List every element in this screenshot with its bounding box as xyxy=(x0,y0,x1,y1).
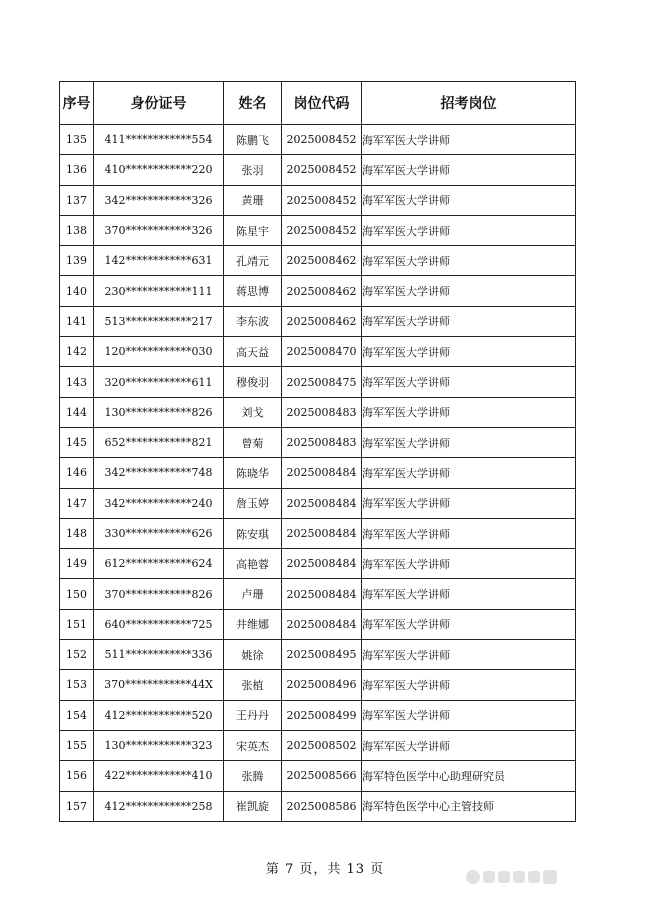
cell-id-number: 130************323 xyxy=(94,730,224,760)
table-row xyxy=(60,488,576,518)
cell-name: 崔凯旋 xyxy=(224,791,282,821)
cell-id-number: 370************326 xyxy=(94,215,224,245)
cell-position: 海军军医大学讲师 xyxy=(362,458,576,488)
cell-name: 陈安琪 xyxy=(224,518,282,548)
cell-name: 姚徐 xyxy=(224,640,282,670)
cell-id-number: 411************554 xyxy=(94,125,224,155)
cell-position: 海军军医大学讲师 xyxy=(362,579,576,609)
cell-serial: 147 xyxy=(60,488,94,518)
cell-position-code: 2025008462 xyxy=(282,276,362,306)
cell-serial: 137 xyxy=(60,185,94,215)
cell-id-number: 652************821 xyxy=(94,427,224,457)
cell-name: 宋英杰 xyxy=(224,730,282,760)
cell-serial: 139 xyxy=(60,246,94,276)
cell-position-code: 2025008502 xyxy=(282,730,362,760)
cell-serial: 138 xyxy=(60,215,94,245)
cell-position: 海军军医大学讲师 xyxy=(362,670,576,700)
cell-id-number: 412************258 xyxy=(94,791,224,821)
header-name: 姓名 xyxy=(224,82,282,125)
cell-id-number: 370************826 xyxy=(94,579,224,609)
table-row xyxy=(60,397,576,427)
table-row xyxy=(60,427,576,457)
cell-position: 海军特色医学中心主管技师 xyxy=(362,791,576,821)
cell-id-number: 342************748 xyxy=(94,458,224,488)
cell-serial: 151 xyxy=(60,609,94,639)
cell-name: 陈晓华 xyxy=(224,458,282,488)
cell-id-number: 342************326 xyxy=(94,185,224,215)
table-row xyxy=(60,791,576,821)
table-row xyxy=(60,185,576,215)
table-row xyxy=(60,761,576,791)
cell-id-number: 640************725 xyxy=(94,609,224,639)
cell-name: 王丹丹 xyxy=(224,700,282,730)
cell-position-code: 2025008452 xyxy=(282,125,362,155)
table-row xyxy=(60,730,576,760)
cell-serial: 152 xyxy=(60,640,94,670)
cell-name: 高艳蓉 xyxy=(224,549,282,579)
cell-name: 孔靖元 xyxy=(224,246,282,276)
cell-name: 张植 xyxy=(224,670,282,700)
cell-id-number: 230************111 xyxy=(94,276,224,306)
header-position-code: 岗位代码 xyxy=(282,82,362,125)
cell-position-code: 2025008495 xyxy=(282,640,362,670)
cell-position-code: 2025008484 xyxy=(282,488,362,518)
cell-id-number: 422************410 xyxy=(94,761,224,791)
cell-position-code: 2025008475 xyxy=(282,367,362,397)
cell-position: 海军军医大学讲师 xyxy=(362,640,576,670)
cell-position: 海军军医大学讲师 xyxy=(362,609,576,639)
cell-position: 海军军医大学讲师 xyxy=(362,155,576,185)
table-row xyxy=(60,579,576,609)
cell-serial: 156 xyxy=(60,761,94,791)
cell-id-number: 370************44X xyxy=(94,670,224,700)
cell-id-number: 513************217 xyxy=(94,306,224,336)
cell-id-number: 612************624 xyxy=(94,549,224,579)
cell-name: 张羽 xyxy=(224,155,282,185)
cell-name: 李东波 xyxy=(224,306,282,336)
cell-position-code: 2025008452 xyxy=(282,155,362,185)
cell-position: 海军军医大学讲师 xyxy=(362,185,576,215)
cell-serial: 136 xyxy=(60,155,94,185)
table-row xyxy=(60,700,576,730)
cell-name: 蒋思博 xyxy=(224,276,282,306)
cell-serial: 140 xyxy=(60,276,94,306)
cell-serial: 153 xyxy=(60,670,94,700)
cell-id-number: 120************030 xyxy=(94,337,224,367)
header-id-number: 身份证号 xyxy=(94,82,224,125)
cell-name: 黄珊 xyxy=(224,185,282,215)
header-position: 招考岗位 xyxy=(362,82,576,125)
cell-id-number: 330************626 xyxy=(94,518,224,548)
cell-serial: 154 xyxy=(60,700,94,730)
table-row xyxy=(60,670,576,700)
cell-position-code: 2025008484 xyxy=(282,549,362,579)
cell-position-code: 2025008483 xyxy=(282,397,362,427)
cell-serial: 155 xyxy=(60,730,94,760)
cell-name: 张腾 xyxy=(224,761,282,791)
cell-serial: 148 xyxy=(60,518,94,548)
cell-position-code: 2025008566 xyxy=(282,761,362,791)
cell-position: 海军军医大学讲师 xyxy=(362,306,576,336)
cell-position: 海军军医大学讲师 xyxy=(362,549,576,579)
table-row xyxy=(60,306,576,336)
cell-id-number: 342************240 xyxy=(94,488,224,518)
table-row xyxy=(60,337,576,367)
cell-position: 海军特色医学中心助理研究员 xyxy=(362,761,576,791)
cell-serial: 144 xyxy=(60,397,94,427)
table-row xyxy=(60,549,576,579)
cell-position-code: 2025008452 xyxy=(282,215,362,245)
cell-position-code: 2025008484 xyxy=(282,458,362,488)
cell-position-code: 2025008499 xyxy=(282,700,362,730)
cell-serial: 141 xyxy=(60,306,94,336)
cell-name: 詹玉婷 xyxy=(224,488,282,518)
cell-position: 海军军医大学讲师 xyxy=(362,125,576,155)
cell-position: 海军军医大学讲师 xyxy=(362,215,576,245)
table-row xyxy=(60,367,576,397)
cell-position-code: 2025008462 xyxy=(282,306,362,336)
cell-position: 海军军医大学讲师 xyxy=(362,700,576,730)
cell-position-code: 2025008452 xyxy=(282,185,362,215)
cell-id-number: 130************826 xyxy=(94,397,224,427)
table-header-row xyxy=(60,82,576,125)
cell-serial: 135 xyxy=(60,125,94,155)
cell-position-code: 2025008586 xyxy=(282,791,362,821)
cell-name: 穆俊羽 xyxy=(224,367,282,397)
cell-position-code: 2025008483 xyxy=(282,427,362,457)
cell-id-number: 410************220 xyxy=(94,155,224,185)
table-row xyxy=(60,276,576,306)
watermark-logo xyxy=(466,866,566,888)
header-serial: 序号 xyxy=(60,82,94,125)
cell-id-number: 142************631 xyxy=(94,246,224,276)
cell-id-number: 412************520 xyxy=(94,700,224,730)
table-body xyxy=(60,125,576,822)
cell-position: 海军军医大学讲师 xyxy=(362,427,576,457)
table-row xyxy=(60,155,576,185)
cell-position-code: 2025008470 xyxy=(282,337,362,367)
cell-name: 曾菊 xyxy=(224,427,282,457)
cell-serial: 145 xyxy=(60,427,94,457)
candidate-table xyxy=(59,81,576,822)
cell-serial: 157 xyxy=(60,791,94,821)
cell-position: 海军军医大学讲师 xyxy=(362,246,576,276)
cell-position: 海军军医大学讲师 xyxy=(362,518,576,548)
page-number: 第 7 页，共 13 页 xyxy=(265,862,385,877)
table-row xyxy=(60,458,576,488)
cell-name: 井维娜 xyxy=(224,609,282,639)
table-row xyxy=(60,518,576,548)
cell-serial: 150 xyxy=(60,579,94,609)
table-row xyxy=(60,246,576,276)
cell-position-code: 2025008496 xyxy=(282,670,362,700)
cell-serial: 149 xyxy=(60,549,94,579)
cell-id-number: 511************336 xyxy=(94,640,224,670)
cell-position-code: 2025008462 xyxy=(282,246,362,276)
cell-name: 刘戈 xyxy=(224,397,282,427)
table-row xyxy=(60,640,576,670)
table-row xyxy=(60,215,576,245)
cell-position: 海军军医大学讲师 xyxy=(362,367,576,397)
cell-name: 高天益 xyxy=(224,337,282,367)
cell-id-number: 320************611 xyxy=(94,367,224,397)
cell-position: 海军军医大学讲师 xyxy=(362,337,576,367)
cell-serial: 142 xyxy=(60,337,94,367)
cell-position-code: 2025008484 xyxy=(282,609,362,639)
table-row xyxy=(60,609,576,639)
cell-position: 海军军医大学讲师 xyxy=(362,397,576,427)
cell-name: 陈星宇 xyxy=(224,215,282,245)
cell-position: 海军军医大学讲师 xyxy=(362,276,576,306)
cell-position: 海军军医大学讲师 xyxy=(362,730,576,760)
cell-position-code: 2025008484 xyxy=(282,579,362,609)
cell-name: 陈鹏飞 xyxy=(224,125,282,155)
cell-position: 海军军医大学讲师 xyxy=(362,488,576,518)
cell-serial: 143 xyxy=(60,367,94,397)
cell-position-code: 2025008484 xyxy=(282,518,362,548)
cell-serial: 146 xyxy=(60,458,94,488)
table-row xyxy=(60,125,576,155)
cell-name: 卢珊 xyxy=(224,579,282,609)
